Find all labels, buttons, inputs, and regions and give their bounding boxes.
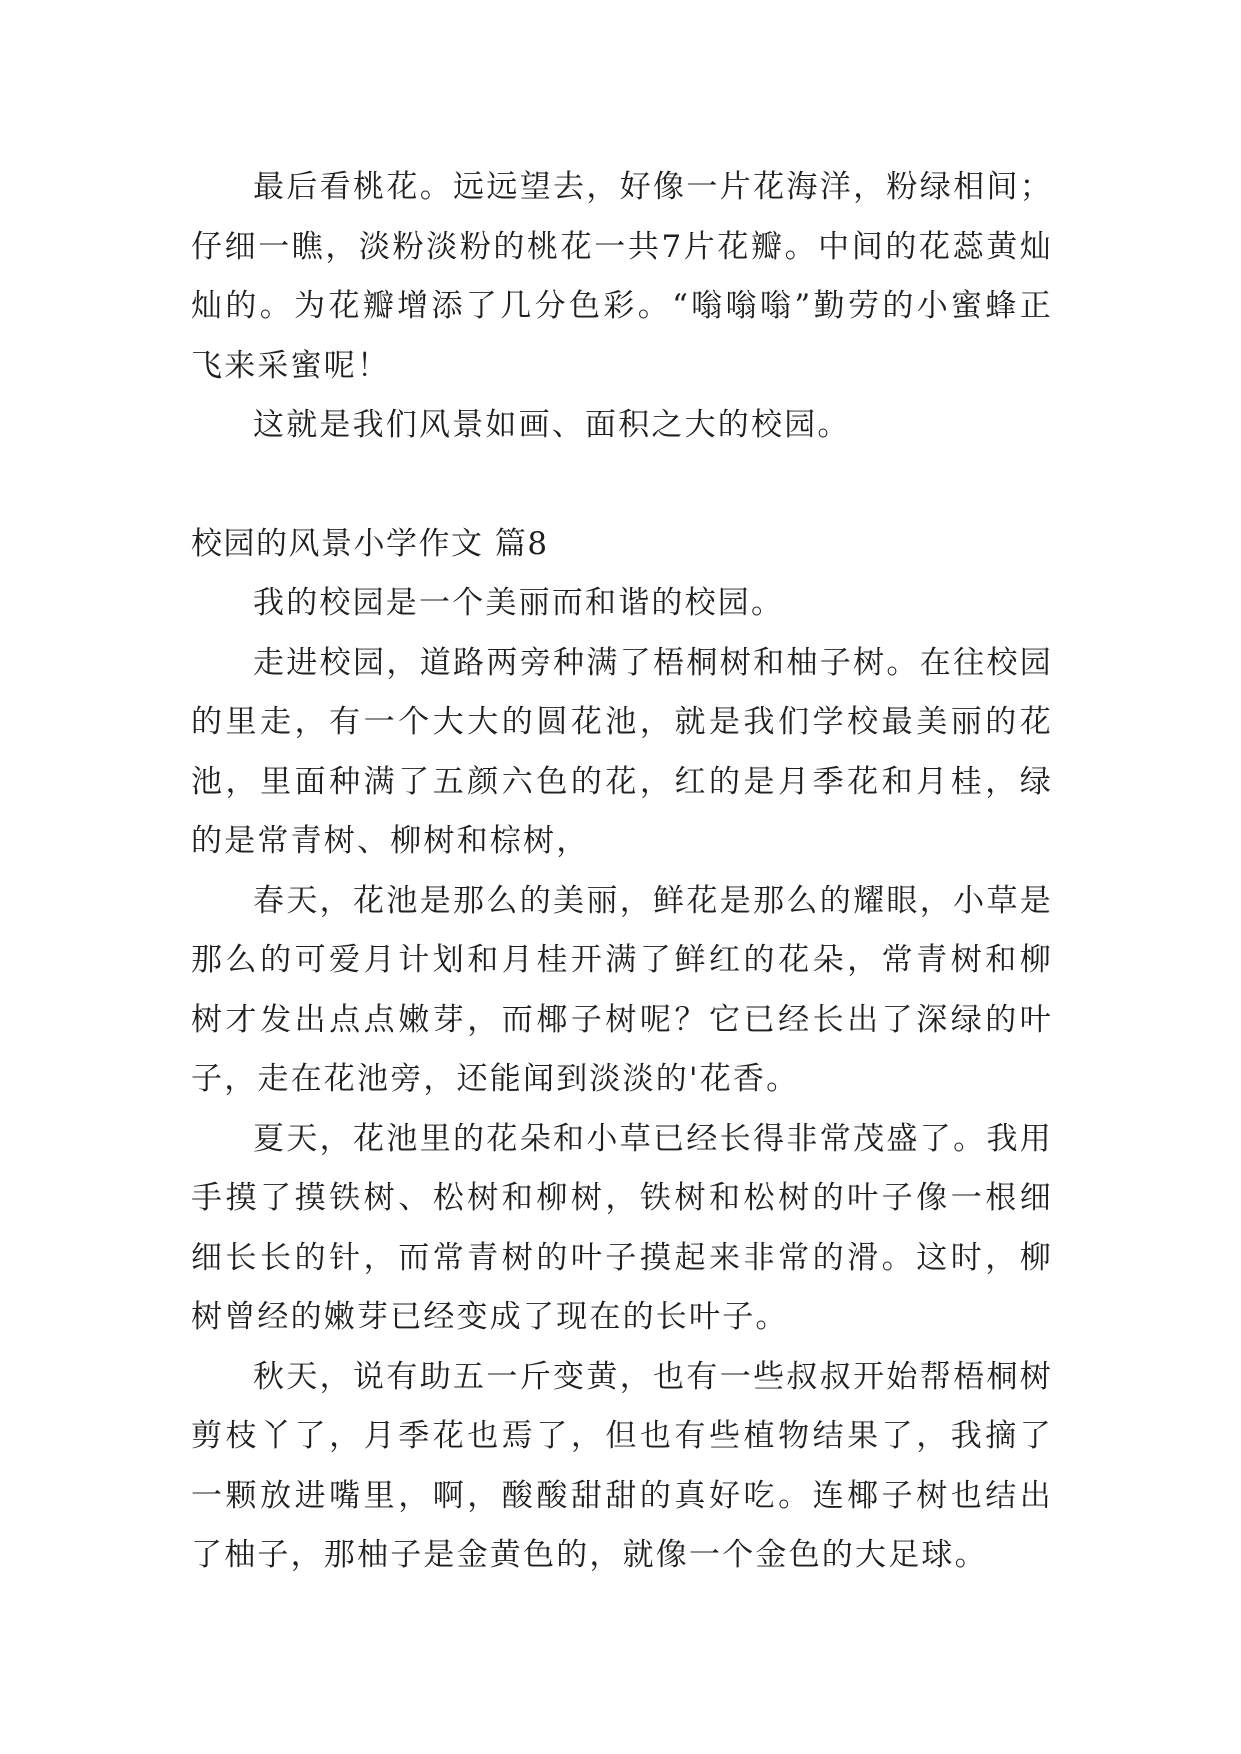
document-body [191, 158, 1053, 1586]
paragraph-summer: 夏天，花池里的花朵和小草已经长得非常茂盛了。我用手摸了摸铁树、松树和柳树，铁树和松树的叶子像一根细细长长的针，而常青树的叶子摸起来非常的滑。这时，柳树曾经的嫩芽已经变成了现在的长叶子。 [191, 1120, 1053, 1335]
paragraph-campus-summary: 这就是我们风景如画、面积之大的校园。 [253, 407, 851, 443]
section-title: 校园的风景小学作文 篇8 [191, 525, 549, 562]
paragraph-peach-blossom: 最后看桃花。远远望去，好像一片花海洋，粉绿相间；仔细一瞧，淡粉淡粉的桃花一共7片花瓣。中间的花蕊黄灿灿的。为花瓣增添了几分色彩。“嗡嗡嗡”勤劳的小蜜蜂正飞来采蜜呢！ [191, 169, 1053, 384]
paragraph-spring: 春天，花池是那么的美丽，鲜花是那么的耀眼，小草是那么的可爱月计划和月桂开满了鲜红的花朵，常青树和柳树才发出点点嫩芽，而椰子树呢？它已经长出了深绿的叶子，走在花池旁，还能闻到淡淡的'花香。 [191, 882, 1053, 1097]
paragraph-entering-campus: 走进校园，道路两旁种满了梧桐树和柚子树。在往校园的里走，有一个大大的圆花池，就是我们学校最美丽的花池，里面种满了五颜六色的花，红的是月季花和月桂，绿的是常青树、柳树和棕树， [191, 644, 1053, 859]
paragraph-autumn: 秋天，说有助五一斤变黄，也有一些叔叔开始帮梧桐树剪枝丫了，月季花也焉了，但也有些植物结果了，我摘了一颗放进嘴里，啊，酸酸甜甜的真好吃。连椰子树也结出了柚子，那柚子是金黄色的，就像一个金色的大足球。 [191, 1358, 1053, 1573]
paragraph-intro: 我的校园是一个美丽而和谐的校园。 [253, 585, 785, 621]
